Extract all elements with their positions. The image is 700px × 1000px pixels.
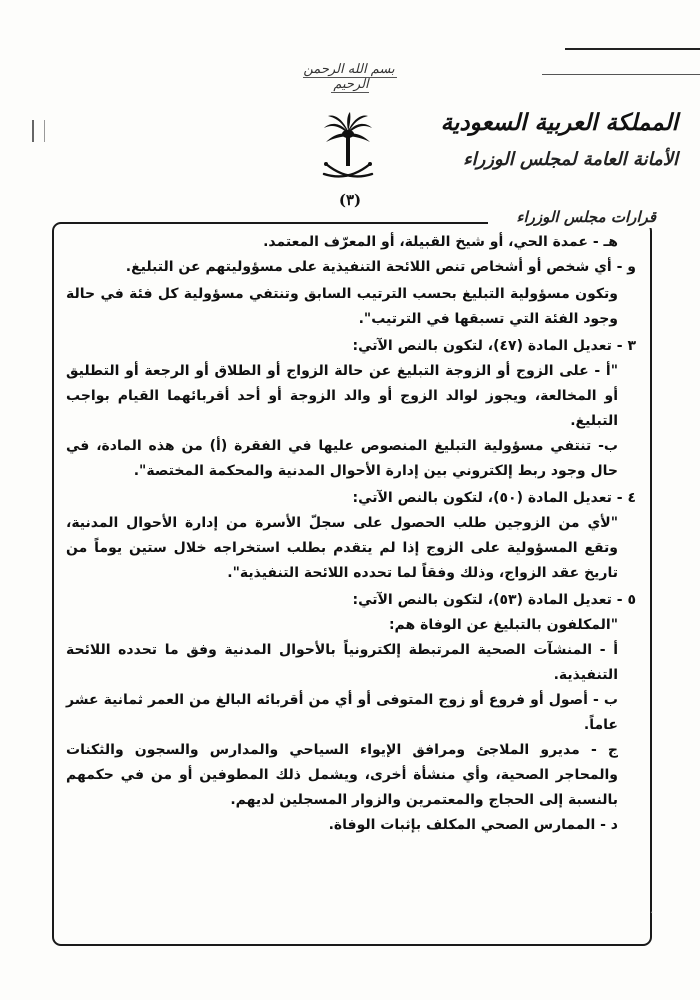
article-53-c: ج - مديرو الملاجئ ومرافق الإيواء السياحي والمدارس والسجون والثكنات والمحاجر الصحية، وأي منشأة أخرى، ويشمل ذلك المطوفين أو من في حكمهم بالنسبة إلى الحجاج والمعتمرين والزوار المسجلين لديهم. (66, 742, 618, 808)
article-47-a: "أ - على الزوج أو الزوجة التبليغ عن حالة الزواج أو الطلاق أو الرجعة أو التطليق أو المخالعة، ويجوز لوالد الزوج أو والد الزوجة أو أحد أقربائهما القيام بواجب التبليغ. (66, 363, 618, 429)
clause-h: هـ - عمدة الحي، أو شيخ القبيلة، أو المعرّف المعتمد. (263, 234, 618, 250)
margin-mark (32, 120, 45, 142)
article-47-b: ب- تنتفي مسؤولية التبليغ المنصوص عليها في الفقرة (أ) من هذه المادة، في حال وجود ربط إلكتروني بين إدارة الأحوال المدنية والمحكمة المختصة". (66, 438, 618, 479)
clause-w: و - أي شخص أو أشخاص تنص اللائحة التنفيذية على مسؤوليتهم عن التبليغ. (125, 259, 636, 275)
amendment-53-heading: ٥ - تعديل المادة (٥٣)، لتكون بالنص الآتي: (352, 592, 636, 608)
scan-edge-line (565, 48, 700, 50)
saudi-emblem-icon (320, 112, 376, 190)
responsibility-order: وتكون مسؤولية التبليغ بحسب الترتيب السابق وتنتفي مسؤولية كل فئة في حالة وجود الفئة التي تسبقها في الترتيب". (66, 286, 618, 327)
article-53-intro: "المكلفون بالتبليغ عن الوفاة هم: (388, 617, 618, 633)
article-53-a: أ - المنشآت الصحية المرتبطة إلكترونياً بالأحوال المدنية وفق ما تحدده اللائحة التنفيذية. (66, 642, 618, 683)
scan-mark: . (650, 905, 654, 916)
scan-edge-line (542, 74, 700, 75)
ministry-letterhead (420, 110, 678, 170)
article-53-d: د - الممارس الصحي المكلف بإثبات الوفاة. (328, 817, 618, 833)
basmala-text: بسم الله الرحمن الرحيم (303, 62, 395, 92)
document-body (66, 230, 636, 838)
basmala (300, 62, 400, 92)
article-53-b: ب - أصول أو فروع أو زوج المتوفى أو أي من أقربائه البالغ من العمر ثمانية عشر عاماً. (66, 692, 618, 733)
amendment-50-heading: ٤ - تعديل المادة (٥٠)، لتكون بالنص الآتي: (352, 490, 636, 506)
secretariat-name: الأمانة العامة لمجلس الوزراء (463, 149, 678, 171)
article-50-text: "لأي من الزوجين طلب الحصول على سجلّ الأسرة من إدارة الأحوال المدنية، وتقع المسؤولية على الزوج إذا لم يتقدم بطلب استخراجه خلال ستين يوماً من تاريخ عقد الزواج، وذلك وفقاً لما تحدده اللائحة التنفيذية". (66, 515, 618, 581)
page-number: (٣) (338, 191, 362, 209)
amendment-47-heading: ٣ - تعديل المادة (٤٧)، لتكون بالنص الآتي: (352, 338, 636, 354)
kingdom-name: المملكة العربية السعودية (440, 109, 678, 136)
decision-title: قرارات مجلس الوزراء (516, 208, 656, 226)
